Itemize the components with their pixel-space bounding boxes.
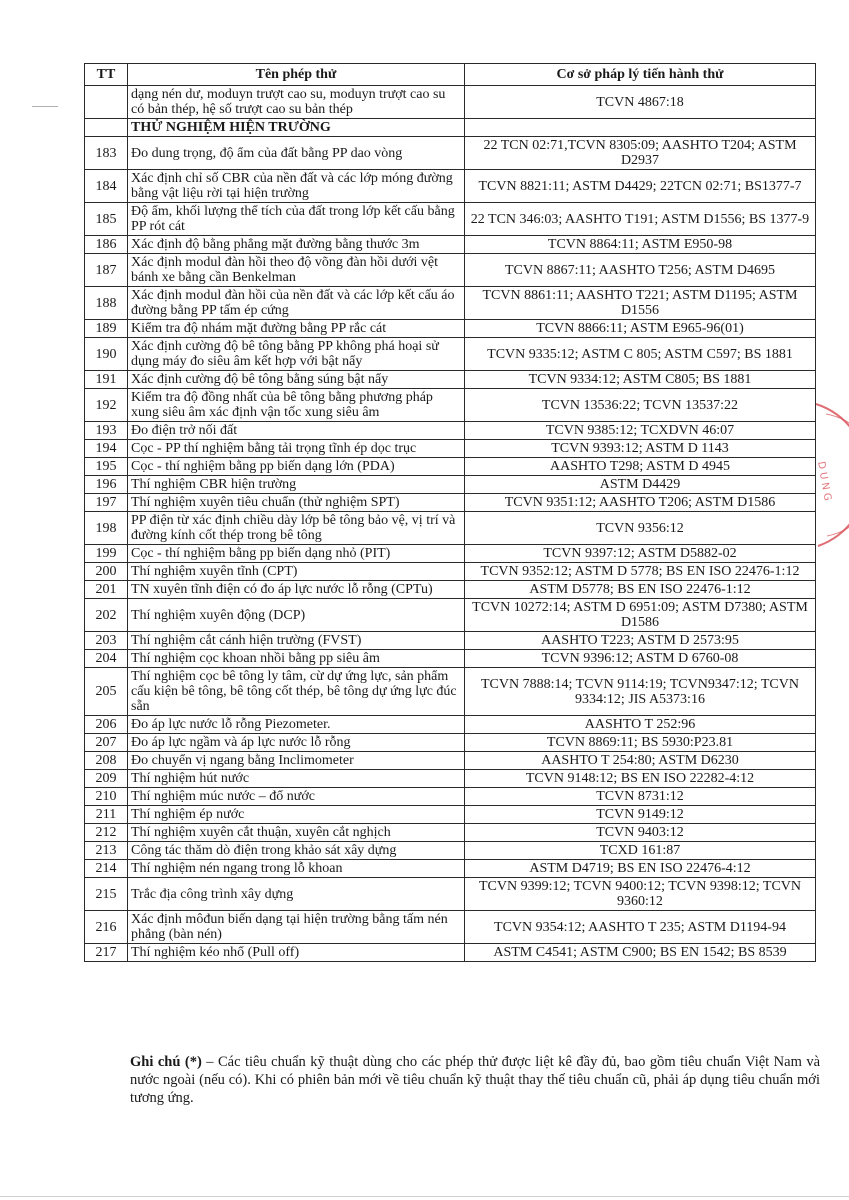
row-number: 187 xyxy=(85,254,128,287)
table-row xyxy=(85,944,816,962)
table-row xyxy=(85,770,816,788)
row-number: 206 xyxy=(85,716,128,734)
row-test-name: Xác định cường độ bê tông bằng súng bật nẩy xyxy=(128,371,465,389)
row-test-name: Kiểm tra độ đồng nhất của bê tông bằng phương pháp xung siêu âm xác định vận tốc xung siêu âm xyxy=(128,389,465,422)
table-row xyxy=(85,371,816,389)
row-test-name: Thí nghiệm xuyên động (DCP) xyxy=(128,599,465,632)
table-row xyxy=(85,287,816,320)
row-legal-basis: TCVN 9352:12; ASTM D 5778; BS EN ISO 22476-1:12 xyxy=(465,563,816,581)
row-test-name: Thí nghiệm ép nước xyxy=(128,806,465,824)
row-test-name: Xác định môđun biến dạng tại hiện trường bằng tấm nén phẳng (bàn nén) xyxy=(128,911,465,944)
table-row xyxy=(85,545,816,563)
row-legal-basis: ASTM C4541; ASTM C900; BS EN 1542; BS 8539 xyxy=(465,944,816,962)
row-number: 184 xyxy=(85,170,128,203)
test-methods-table xyxy=(84,63,816,962)
row-number: 200 xyxy=(85,563,128,581)
table-row xyxy=(85,806,816,824)
row-number: 197 xyxy=(85,494,128,512)
table-row xyxy=(85,422,816,440)
row-number: 210 xyxy=(85,788,128,806)
row-number: 188 xyxy=(85,287,128,320)
row-legal-basis: TCVN 9149:12 xyxy=(465,806,816,824)
table-row xyxy=(85,203,816,236)
row-test-name: Cọc - thí nghiệm bằng pp biến dạng nhỏ (PIT) xyxy=(128,545,465,563)
row-legal-basis: TCVN 8821:11; ASTM D4429; 22TCN 02:71; BS1377-7 xyxy=(465,170,816,203)
footnote xyxy=(130,1053,820,1107)
row-number: 204 xyxy=(85,650,128,668)
row-legal-basis: TCVN 9403:12 xyxy=(465,824,816,842)
row-legal-basis: AASHTO T 252:96 xyxy=(465,716,816,734)
row-legal-basis: ASTM D4719; BS EN ISO 22476-4:12 xyxy=(465,860,816,878)
row-test-name: Xác định modul đàn hồi của nền đất và các lớp kết cấu áo đường bằng PP tấm ép cứng xyxy=(128,287,465,320)
row-legal-basis: TCVN 9393:12; ASTM D 1143 xyxy=(465,440,816,458)
table-row xyxy=(85,650,816,668)
row-test-name: Độ ẩm, khối lượng thể tích của đất trong lớp kết cấu bằng PP rót cát xyxy=(128,203,465,236)
table-row xyxy=(85,581,816,599)
row-test-name: Cọc - PP thí nghiệm bằng tải trọng tĩnh ép dọc trục xyxy=(128,440,465,458)
row-legal-basis: TCVN 8861:11; AASHTO T221; ASTM D1195; ASTM D1556 xyxy=(465,287,816,320)
row-legal-basis: 22 TCN 346:03; AASHTO T191; ASTM D1556; BS 1377-9 xyxy=(465,203,816,236)
row-test-name: Đo điện trở nối đất xyxy=(128,422,465,440)
row-test-name: Xác định độ bằng phẳng mặt đường bằng thước 3m xyxy=(128,236,465,254)
row-test-name: Đo dung trọng, độ ẩm của đất bằng PP dao vòng xyxy=(128,137,465,170)
row-legal-basis: TCVN 9334:12; ASTM C805; BS 1881 xyxy=(465,371,816,389)
row-number xyxy=(85,86,128,119)
table-row xyxy=(85,236,816,254)
table-row xyxy=(85,512,816,545)
row-legal-basis xyxy=(465,119,816,137)
row-test-name: Thí nghiệm cọc bê tông ly tâm, cừ dự ứng lực, sản phẩm cấu kiện bê tông, bê tông cốt thép, bê tông dự ứng lực đúc sẵn xyxy=(128,668,465,716)
row-number: 217 xyxy=(85,944,128,962)
table-row xyxy=(85,170,816,203)
row-legal-basis: ASTM D5778; BS EN ISO 22476-1:12 xyxy=(465,581,816,599)
row-number: 194 xyxy=(85,440,128,458)
table-row xyxy=(85,458,816,476)
row-number: 196 xyxy=(85,476,128,494)
svg-text:D U N G: D U N G xyxy=(815,460,833,502)
table-row xyxy=(85,254,816,287)
row-number: 213 xyxy=(85,842,128,860)
row-legal-basis: TCVN 8731:12 xyxy=(465,788,816,806)
row-legal-basis: AASHTO T298; ASTM D 4945 xyxy=(465,458,816,476)
table-row xyxy=(85,86,816,119)
row-legal-basis: TCVN 9397:12; ASTM D5882-02 xyxy=(465,545,816,563)
row-test-name: Xác định modul đàn hồi theo độ võng đàn hồi dưới vệt bánh xe bằng cần Benkelman xyxy=(128,254,465,287)
row-number: 211 xyxy=(85,806,128,824)
row-test-name: THỬ NGHIỆM HIỆN TRƯỜNG xyxy=(128,119,465,137)
row-legal-basis: TCVN 9354:12; AASHTO T 235; ASTM D1194-94 xyxy=(465,911,816,944)
row-number: 207 xyxy=(85,734,128,752)
row-number: 212 xyxy=(85,824,128,842)
row-number: 186 xyxy=(85,236,128,254)
table-header-row xyxy=(85,64,816,86)
row-test-name: Thí nghiệm kéo nhổ (Pull off) xyxy=(128,944,465,962)
table-row xyxy=(85,878,816,911)
row-legal-basis: TCVN 9335:12; ASTM C 805; ASTM C597; BS 1881 xyxy=(465,338,816,371)
row-test-name: Đo áp lực nước lỗ rỗng Piezometer. xyxy=(128,716,465,734)
table-row xyxy=(85,599,816,632)
row-test-name: Thí nghiệm nén ngang trong lỗ khoan xyxy=(128,860,465,878)
row-number: 193 xyxy=(85,422,128,440)
row-test-name: PP điện từ xác định chiều dày lớp bê tông bảo vệ, vị trí và đường kính cốt thép trong bê tông xyxy=(128,512,465,545)
row-test-name: TN xuyên tĩnh điện có đo áp lực nước lỗ rỗng (CPTu) xyxy=(128,581,465,599)
row-legal-basis: TCVN 7888:14; TCVN 9114:19; TCVN9347:12; TCVN 9334:12; JIS A5373:16 xyxy=(465,668,816,716)
row-number: 183 xyxy=(85,137,128,170)
table-row xyxy=(85,137,816,170)
row-legal-basis: TCVN 8869:11; BS 5930:P23.81 xyxy=(465,734,816,752)
table-row xyxy=(85,440,816,458)
row-number: 205 xyxy=(85,668,128,716)
table-row xyxy=(85,788,816,806)
row-legal-basis: TCVN 8866:11; ASTM E965-96(01) xyxy=(465,320,816,338)
row-number: 190 xyxy=(85,338,128,371)
table-row xyxy=(85,842,816,860)
footnote-label: Ghi chú (*) xyxy=(130,1054,202,1070)
row-number: 215 xyxy=(85,878,128,911)
table-row xyxy=(85,734,816,752)
table-row xyxy=(85,632,816,650)
row-number: 216 xyxy=(85,911,128,944)
table-row xyxy=(85,320,816,338)
header-legal-basis: Cơ sở pháp lý tiến hành thử xyxy=(465,64,816,86)
row-test-name: Kiểm tra độ nhám mặt đường bằng PP rắc cát xyxy=(128,320,465,338)
table-row xyxy=(85,824,816,842)
row-test-name: dạng nén dư, moduyn trượt cao su, moduyn trượt cao su có bản thép, hệ số trượt cao su bản thép xyxy=(128,86,465,119)
row-test-name: Xác định chỉ số CBR của nền đất và các lớp móng đường bằng vật liệu rời tại hiện trường xyxy=(128,170,465,203)
table-row xyxy=(85,716,816,734)
row-number: 192 xyxy=(85,389,128,422)
row-number: 209 xyxy=(85,770,128,788)
table-row xyxy=(85,911,816,944)
row-legal-basis: 22 TCN 02:71,TCVN 8305:09; AASHTO T204; ASTM D2937 xyxy=(465,137,816,170)
row-legal-basis: ASTM D4429 xyxy=(465,476,816,494)
row-test-name: Thí nghiệm cọc khoan nhồi bằng pp siêu âm xyxy=(128,650,465,668)
row-test-name: Thí nghiệm xuyên cắt thuận, xuyên cắt nghịch xyxy=(128,824,465,842)
row-legal-basis: TCVN 10272:14; ASTM D 6951:09; ASTM D7380; ASTM D1586 xyxy=(465,599,816,632)
row-test-name: Thí nghiệm xuyên tiêu chuẩn (thử nghiệm SPT) xyxy=(128,494,465,512)
table-row xyxy=(85,389,816,422)
row-legal-basis: AASHTO T223; ASTM D 2573:95 xyxy=(465,632,816,650)
table-body xyxy=(85,86,816,962)
row-legal-basis: TCXD 161:87 xyxy=(465,842,816,860)
row-legal-basis: TCVN 13536:22; TCVN 13537:22 xyxy=(465,389,816,422)
row-test-name: Cọc - thí nghiệm bằng pp biến dạng lớn (PDA) xyxy=(128,458,465,476)
table-row xyxy=(85,338,816,371)
bottom-rule xyxy=(0,1196,849,1197)
row-test-name: Đo áp lực ngầm và áp lực nước lỗ rỗng xyxy=(128,734,465,752)
row-legal-basis: AASHTO T 254:80; ASTM D6230 xyxy=(465,752,816,770)
table-row xyxy=(85,563,816,581)
row-test-name: Thí nghiệm xuyên tĩnh (CPT) xyxy=(128,563,465,581)
table-row xyxy=(85,668,816,716)
row-number: 201 xyxy=(85,581,128,599)
row-number: 189 xyxy=(85,320,128,338)
row-number xyxy=(85,119,128,137)
row-number: 208 xyxy=(85,752,128,770)
footnote-text: – Các tiêu chuẩn kỹ thuật dùng cho các phép thử được liệt kê đầy đủ, bao gồm tiêu chuẩn Việt Nam và nước ngoài (nếu có). Khi có phiên bản mới về tiêu chuẩn kỹ thuật thay thế tiêu chuẩn cũ, phải áp dụng tiêu chuẩn mới tương ứng. xyxy=(130,1054,820,1106)
row-test-name: Thí nghiệm hút nước xyxy=(128,770,465,788)
row-legal-basis: TCVN 9356:12 xyxy=(465,512,816,545)
row-legal-basis: TCVN 8867:11; AASHTO T256; ASTM D4695 xyxy=(465,254,816,287)
row-legal-basis: TCVN 9351:12; AASHTO T206; ASTM D1586 xyxy=(465,494,816,512)
row-number: 191 xyxy=(85,371,128,389)
table-row xyxy=(85,752,816,770)
row-legal-basis: TCVN 9396:12; ASTM D 6760-08 xyxy=(465,650,816,668)
row-legal-basis: TCVN 8864:11; ASTM E950-98 xyxy=(465,236,816,254)
row-legal-basis: TCVN 9399:12; TCVN 9400:12; TCVN 9398:12; TCVN 9360:12 xyxy=(465,878,816,911)
row-test-name: Xác định cường độ bê tông bằng PP không phá hoại sử dụng máy đo siêu âm kết hợp với bật nẩy xyxy=(128,338,465,371)
row-legal-basis: TCVN 4867:18 xyxy=(465,86,816,119)
row-test-name: Thí nghiệm CBR hiện trường xyxy=(128,476,465,494)
header-test-name: Tên phép thử xyxy=(128,64,465,86)
row-number: 203 xyxy=(85,632,128,650)
row-test-name: Công tác thăm dò điện trong khảo sát xây dựng xyxy=(128,842,465,860)
header-tt: TT xyxy=(85,64,128,86)
row-number: 202 xyxy=(85,599,128,632)
row-test-name: Trắc địa công trình xây dựng xyxy=(128,878,465,911)
row-number: 214 xyxy=(85,860,128,878)
row-test-name: Thí nghiệm múc nước – đổ nước xyxy=(128,788,465,806)
row-test-name: Thí nghiệm cắt cánh hiện trường (FVST) xyxy=(128,632,465,650)
margin-mark xyxy=(32,106,58,107)
row-number: 185 xyxy=(85,203,128,236)
table-row xyxy=(85,494,816,512)
table-row xyxy=(85,860,816,878)
row-legal-basis: TCVN 9385:12; TCXDVN 46:07 xyxy=(465,422,816,440)
row-number: 199 xyxy=(85,545,128,563)
table-row xyxy=(85,476,816,494)
row-test-name: Đo chuyển vị ngang bằng Inclimometer xyxy=(128,752,465,770)
row-number: 195 xyxy=(85,458,128,476)
row-number: 198 xyxy=(85,512,128,545)
section-row xyxy=(85,119,816,137)
row-legal-basis: TCVN 9148:12; BS EN ISO 22282-4:12 xyxy=(465,770,816,788)
